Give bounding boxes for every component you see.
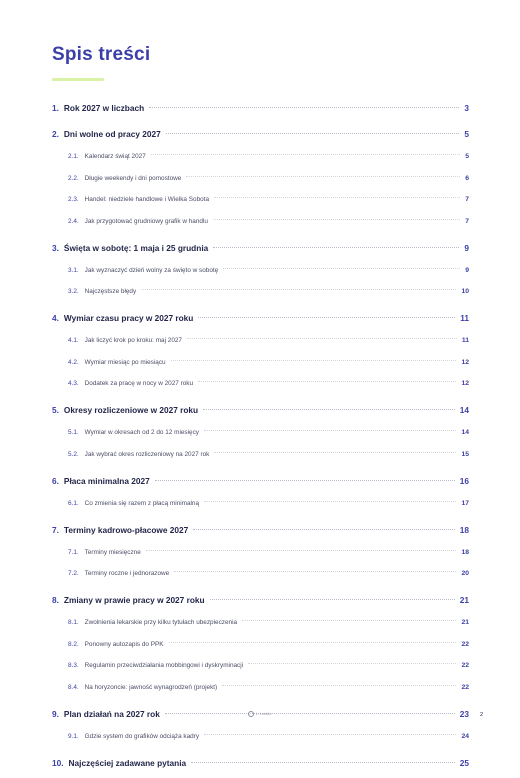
toc-sub-entry[interactable]	[52, 355, 469, 371]
toc-sub-entry[interactable]	[52, 263, 469, 279]
toc-section	[52, 473, 469, 512]
toc-page-number: 16	[459, 475, 469, 486]
toc-entry-label: Terminy kadrowo-płacowe 2027	[63, 524, 189, 535]
page-number: 2	[479, 712, 483, 718]
toc-entry-label: Na horyzoncie: jawność wynagrodzeń (projekt)	[84, 683, 218, 691]
toc-page-number: 12	[461, 380, 469, 387]
toc-page-number: 9	[465, 266, 469, 274]
toc-entry-number: 5.	[52, 405, 59, 415]
dotted-leader	[151, 154, 460, 155]
toc-entry-number: 4.2.	[68, 358, 79, 366]
toc-sub-entry[interactable]	[52, 729, 469, 745]
dotted-leader	[186, 176, 460, 177]
toc-entry-number: 4.3.	[68, 380, 79, 387]
toc-entry-number: 2.3.	[68, 196, 79, 203]
toc-page-number: 14	[459, 405, 469, 415]
toc-page-number: 5	[464, 129, 469, 139]
toc-entry-label: Zmiany w prawie pracy w 2027 roku	[63, 595, 205, 605]
toc-sub-entry[interactable]	[52, 496, 469, 512]
toc-page-number: 25	[459, 757, 469, 768]
toc-entry-label: Regulamin przeciwdziałania mobbingowi i dyskryminacji	[84, 662, 244, 669]
toc-section	[52, 310, 469, 392]
toc-page-number: 22	[461, 640, 469, 648]
dotted-leader	[174, 571, 456, 572]
footer-logo	[248, 711, 272, 717]
toc-page-number: 6	[465, 174, 469, 182]
title-underline	[52, 78, 104, 81]
dotted-leader	[204, 501, 456, 502]
dotted-leader	[149, 107, 459, 108]
toc-page-number: 7	[465, 217, 469, 225]
toc-page-number: 10	[461, 288, 469, 295]
page-title: Spis treści	[52, 44, 151, 65]
toc-entry-number: 2.4.	[68, 217, 79, 225]
toc-entry-label: Kalendarz świąt 2027	[84, 153, 146, 160]
toc-sub-entry[interactable]	[52, 637, 469, 653]
toc-sub-entry[interactable]	[52, 425, 469, 441]
dotted-leader	[214, 197, 460, 198]
toc-sub-entry[interactable]	[52, 658, 469, 674]
toc-entry-number: 2.	[52, 129, 59, 139]
dotted-leader	[204, 734, 456, 735]
toc-entry-number: 8.1.	[68, 619, 79, 626]
toc-page-number: 22	[461, 662, 469, 669]
toc-main-entry[interactable]	[52, 755, 469, 771]
toc-page-number: 12	[461, 358, 469, 366]
dotted-leader	[222, 685, 456, 686]
toc-entry-number: 3.1.	[68, 266, 79, 274]
toc-entry-number: 4.	[52, 313, 59, 323]
toc-entry-label: Gdzie system do grafików odciąża kadry	[84, 732, 200, 740]
dotted-leader	[146, 550, 457, 551]
toc-main-entry[interactable]	[52, 126, 469, 142]
dotted-leader	[242, 620, 456, 621]
toc-sub-entry[interactable]	[52, 566, 469, 582]
toc-sub-entry[interactable]	[52, 447, 469, 463]
toc-entry-label: Co zmienia się razem z płacą minimalną	[84, 499, 200, 507]
toc-entry-label: Płaca minimalna 2027	[63, 475, 150, 486]
toc-sub-entry[interactable]	[52, 615, 469, 631]
toc-main-entry[interactable]	[52, 310, 469, 326]
toc-page-number: 3	[464, 103, 469, 113]
toc-entry-label: Rok 2027 w liczbach	[63, 103, 145, 113]
toc-section	[52, 522, 469, 583]
dotted-leader	[214, 452, 456, 453]
dotted-leader	[165, 713, 455, 714]
toc-entry-number: 5.2.	[68, 450, 79, 458]
toc-entry-number: 8.3.	[68, 662, 79, 669]
toc-entry-number: 8.4.	[68, 683, 79, 691]
toc-page-number: 9	[464, 242, 469, 253]
dotted-leader	[191, 762, 455, 763]
toc-page-number: 18	[461, 548, 469, 556]
toc-sub-entry[interactable]	[52, 545, 469, 561]
toc-entry-number: 8.2.	[68, 640, 79, 648]
dotted-leader	[210, 599, 455, 600]
toc-page-number: 20	[461, 570, 469, 577]
toc-entry-number: 9.1.	[68, 732, 79, 740]
toc-entry-label: Ponowny autozapis do PPK	[84, 640, 164, 648]
dotted-leader	[169, 642, 457, 643]
toc-entry-number: 6.	[52, 475, 59, 486]
toc-sub-entry[interactable]	[52, 284, 469, 300]
toc-entry-number: 7.2.	[68, 570, 79, 577]
toc-section	[52, 126, 469, 230]
toc-main-entry[interactable]	[52, 240, 469, 256]
toc-page-number: 23	[459, 708, 469, 719]
toc-entry-label: Zwolnienia lekarskie przy kilku tytułach ubezpieczenia	[84, 619, 238, 626]
toc-entry-label: Jak wybrać okres rozliczeniowy na 2027 rok	[84, 450, 210, 458]
toc-entry-number: 8.	[52, 595, 59, 605]
toc-entry-label: Długie weekendy i dni pomostowe	[84, 174, 182, 182]
toc-sub-entry[interactable]	[52, 171, 469, 187]
toc-entry-number: 7.	[52, 524, 59, 535]
toc-main-entry[interactable]	[52, 522, 469, 538]
toc-page-number: 18	[459, 524, 469, 535]
dotted-leader	[248, 663, 456, 664]
toc-sub-entry[interactable]	[52, 680, 469, 696]
toc-page-number: 11	[461, 337, 469, 344]
toc-entry-label: Jak wyznaczyć dzień wolny za święto w sobotę	[84, 266, 219, 274]
dotted-leader	[223, 268, 460, 269]
dotted-leader	[198, 317, 455, 318]
toc-entry-number: 1.	[52, 103, 59, 113]
dotted-leader	[166, 133, 460, 134]
toc-main-entry[interactable]	[52, 592, 469, 608]
dotted-leader	[193, 529, 455, 530]
toc-entry-number: 3.2.	[68, 288, 79, 295]
toc-sub-entry[interactable]	[52, 333, 469, 349]
toc-page-number: 17	[461, 499, 469, 507]
toc-entry-number: 2.2.	[68, 174, 79, 182]
toc-page-number: 14	[461, 429, 469, 436]
dotted-leader	[171, 360, 457, 361]
toc-page-number: 15	[461, 450, 469, 458]
toc-sub-entry[interactable]	[52, 149, 469, 165]
dotted-leader	[141, 289, 456, 290]
toc-entry-number: 2.1.	[68, 153, 79, 160]
toc-page-number: 11	[460, 313, 469, 323]
toc-entry-label: Dodatek za pracę w nocy w 2027 roku	[84, 380, 194, 387]
dotted-leader	[203, 409, 455, 410]
dotted-leader	[213, 219, 460, 220]
toc-entry-label: Święta w sobotę: 1 maja i 25 grudnia	[63, 242, 209, 253]
toc-page-number: 21	[459, 595, 469, 605]
dotted-leader	[187, 338, 457, 339]
toc-sub-entry[interactable]	[52, 192, 469, 208]
toc-section	[52, 592, 469, 696]
toc-entry-number: 3.	[52, 242, 59, 253]
toc-sub-entry[interactable]	[52, 376, 469, 392]
circle-logo-icon	[248, 711, 254, 717]
toc-section	[52, 100, 469, 116]
toc-page-number: 22	[461, 683, 469, 691]
toc-entry-label: Wymiar w okresach od 2 do 12 miesięcy	[84, 429, 199, 436]
toc-page-number: 21	[461, 619, 469, 626]
toc-sub-entry[interactable]	[52, 214, 469, 230]
dotted-leader	[204, 430, 456, 431]
toc-entry-label: Okresy rozliczeniowe w 2027 roku	[63, 405, 199, 415]
toc-page-number: 7	[465, 196, 469, 203]
toc-section	[52, 755, 469, 771]
toc-entry-label: Jak przygotować grudniowy grafik w handlu	[84, 217, 208, 225]
dotted-leader	[155, 480, 455, 481]
toc-entry-number: 9.	[52, 708, 59, 719]
toc-page-number: 5	[465, 153, 469, 160]
toc-main-entry[interactable]	[52, 100, 469, 116]
toc-section	[52, 240, 469, 301]
toc-entry-label: Jak liczyć krok po kroku: maj 2027	[84, 337, 182, 344]
toc-main-entry[interactable]	[52, 402, 469, 418]
table-of-contents	[52, 100, 469, 778]
toc-entry-label: Plan działań na 2027 rok	[63, 708, 160, 719]
toc-entry-label: Wymiar miesiąc po miesiącu	[84, 358, 166, 366]
dotted-leader	[213, 247, 459, 248]
toc-entry-label: Wymiar czasu pracy w 2027 roku	[63, 313, 194, 323]
toc-page-number: 24	[461, 732, 469, 740]
toc-entry-label: Terminy miesięczne	[84, 548, 141, 556]
toc-entry-number: 7.1.	[68, 548, 79, 556]
toc-entry-label: Najczęściej zadawane pytania	[68, 757, 187, 768]
footer-brand: L·Lunbio	[256, 712, 272, 716]
toc-entry-number: 4.1.	[68, 337, 79, 344]
toc-entry-number: 5.1.	[68, 429, 79, 436]
toc-entry-label: Najczęstsze błędy	[84, 288, 137, 295]
toc-entry-number: 6.1.	[68, 499, 79, 507]
toc-main-entry[interactable]	[52, 473, 469, 489]
toc-entry-label: Dni wolne od pracy 2027	[63, 129, 161, 139]
toc-entry-number: 10.	[52, 757, 64, 768]
toc-entry-label: Handel: niedziele handlowe i Wielka Sobota	[84, 196, 210, 203]
toc-section	[52, 402, 469, 463]
dotted-leader	[198, 381, 456, 382]
toc-entry-label: Terminy roczne i jednorazowe	[84, 570, 170, 577]
